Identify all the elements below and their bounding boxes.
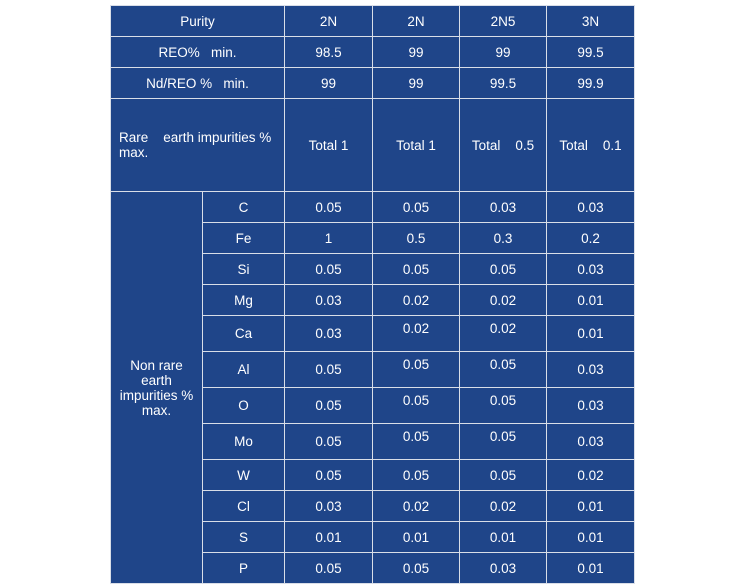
reo-value: 99.5	[547, 37, 635, 68]
element-value: 0.05	[460, 460, 547, 491]
table-row-purity	[111, 6, 635, 37]
element-value: 0.01	[547, 285, 635, 316]
element-name: P	[203, 553, 285, 584]
reo-value: 99	[373, 37, 460, 68]
element-value: 0.02	[460, 491, 547, 522]
grade-cell: 2N	[285, 6, 373, 37]
element-value: 0.03	[547, 352, 635, 388]
rare-earth-value: Total 1	[285, 99, 373, 192]
element-value: 0.02	[373, 491, 460, 522]
ndreo-label: Nd/REO % min.	[111, 68, 285, 99]
element-value: 0.05	[460, 254, 547, 285]
element-value: 0.05	[373, 460, 460, 491]
element-name: S	[203, 522, 285, 553]
element-value: 0.02	[373, 316, 460, 352]
non-rare-earth-label: Non rare earth impurities % max.	[111, 192, 203, 584]
element-value: 0.02	[460, 285, 547, 316]
element-name: Cl	[203, 491, 285, 522]
element-value: 0.01	[547, 522, 635, 553]
element-value: 0.01	[373, 522, 460, 553]
element-value: 1	[285, 223, 373, 254]
table-row-rare-earth	[111, 99, 635, 192]
element-name: O	[203, 388, 285, 424]
element-value: 0.05	[460, 424, 547, 460]
element-value: 0.5	[373, 223, 460, 254]
grade-cell: 2N	[373, 6, 460, 37]
element-name: Fe	[203, 223, 285, 254]
rare-earth-value: Total 0.1	[547, 99, 635, 192]
element-name: W	[203, 460, 285, 491]
element-value: 0.05	[285, 192, 373, 223]
element-value: 0.03	[547, 388, 635, 424]
element-value: 0.03	[547, 254, 635, 285]
table-row-reo	[111, 37, 635, 68]
element-value: 0.05	[373, 192, 460, 223]
element-value: 0.03	[285, 491, 373, 522]
element-value: 0.03	[285, 316, 373, 352]
element-value: 0.05	[460, 388, 547, 424]
element-value: 0.02	[373, 285, 460, 316]
element-value: 0.01	[285, 522, 373, 553]
element-value: 0.2	[547, 223, 635, 254]
ndreo-value: 99.9	[547, 68, 635, 99]
table-row	[111, 192, 635, 223]
element-name: Si	[203, 254, 285, 285]
element-name: Al	[203, 352, 285, 388]
element-value: 0.05	[285, 553, 373, 584]
element-value: 0.05	[373, 352, 460, 388]
element-value: 0.05	[373, 254, 460, 285]
element-value: 0.05	[285, 388, 373, 424]
reo-value: 98.5	[285, 37, 373, 68]
reo-label: REO% min.	[111, 37, 285, 68]
purity-spec-table	[110, 5, 635, 584]
element-value: 0.05	[285, 460, 373, 491]
element-value: 0.02	[460, 316, 547, 352]
element-value: 0.02	[547, 460, 635, 491]
element-value: 0.01	[460, 522, 547, 553]
grade-cell: 2N5	[460, 6, 547, 37]
element-name: Ca	[203, 316, 285, 352]
ndreo-value: 99	[285, 68, 373, 99]
ndreo-value: 99	[373, 68, 460, 99]
element-name: Mo	[203, 424, 285, 460]
purity-label: Purity	[111, 6, 285, 37]
rare-earth-value: Total 0.5	[460, 99, 547, 192]
element-name: C	[203, 192, 285, 223]
element-value: 0.05	[373, 388, 460, 424]
element-value: 0.05	[373, 553, 460, 584]
reo-value: 99	[460, 37, 547, 68]
element-value: 0.3	[460, 223, 547, 254]
element-value: 0.03	[460, 553, 547, 584]
element-value: 0.05	[285, 254, 373, 285]
rare-earth-label: Rare earth impurities % max.	[111, 99, 285, 192]
element-value: 0.01	[547, 316, 635, 352]
element-value: 0.05	[285, 352, 373, 388]
element-value: 0.05	[373, 424, 460, 460]
element-value: 0.03	[547, 424, 635, 460]
element-value: 0.03	[547, 192, 635, 223]
element-value: 0.01	[547, 553, 635, 584]
rare-earth-value: Total 1	[373, 99, 460, 192]
grade-cell: 3N	[547, 6, 635, 37]
ndreo-value: 99.5	[460, 68, 547, 99]
element-value: 0.03	[285, 285, 373, 316]
element-value: 0.01	[547, 491, 635, 522]
element-value: 0.05	[460, 352, 547, 388]
table-row-ndreo	[111, 68, 635, 99]
element-value: 0.03	[460, 192, 547, 223]
element-name: Mg	[203, 285, 285, 316]
element-value: 0.05	[285, 424, 373, 460]
